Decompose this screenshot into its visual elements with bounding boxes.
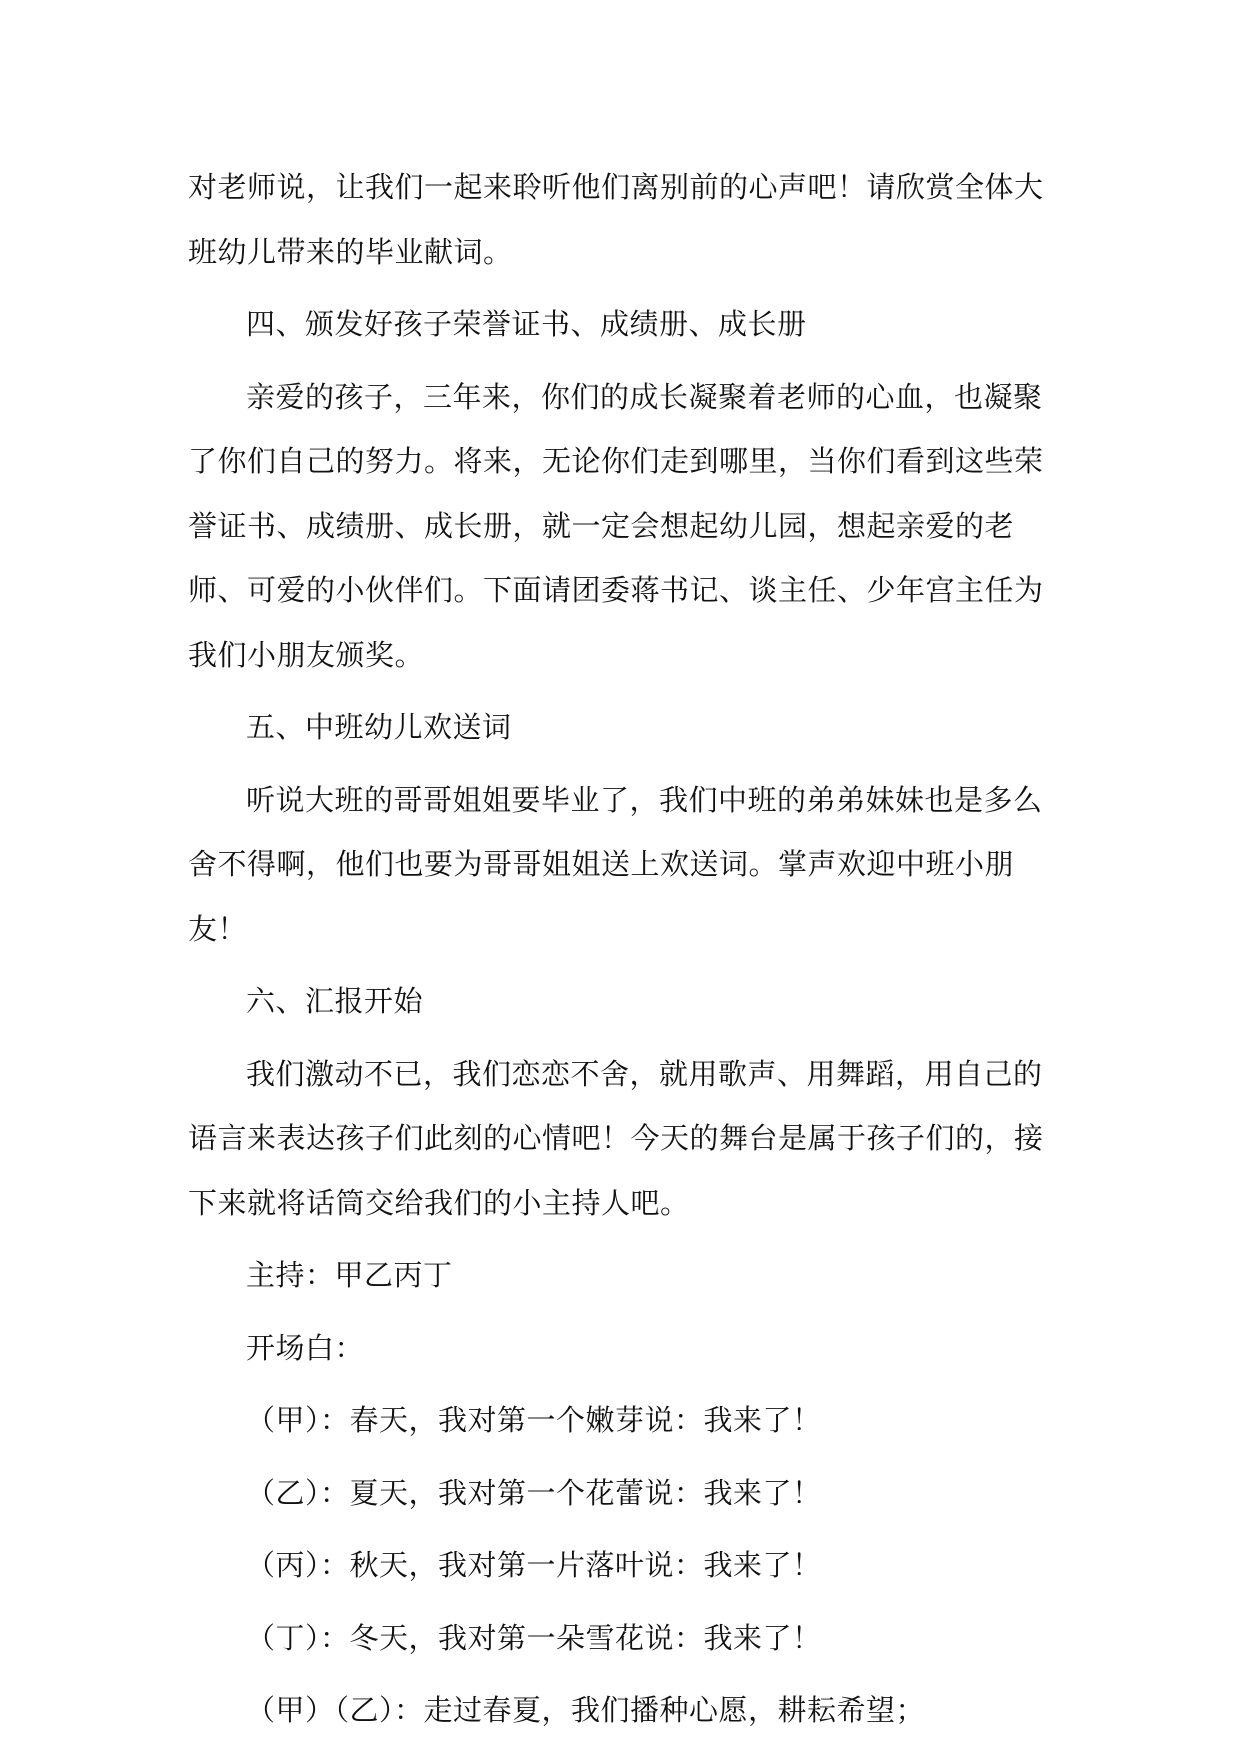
dialogue-line-jia-yi: （甲）（乙）：走过春夏，我们播种心愿，耕耘希望； [246, 1693, 926, 1727]
dialogue-line-yi: （乙）：夏天，我对第一个花蕾说：我来了！ [246, 1475, 822, 1510]
paragraph-farewell: 听说大班的哥哥姐姐要毕业了，我们中班的弟弟妹妹也是多么舍不得啊，他们也要为哥哥姐姐送上欢送词。掌声欢迎中班小朋友！ [188, 782, 1043, 946]
section-heading-4: 四、颁发好孩子荣誉证书、成绩册、成长册 [246, 307, 807, 341]
section-heading-6: 六、汇报开始 [246, 984, 424, 1018]
section-heading-5: 五、中班幼儿欢送词 [246, 710, 512, 744]
dialogue-line-ding: （丁）：冬天，我对第一朵雪花说：我来了！ [246, 1620, 822, 1655]
paragraph-hosts: 主持：甲乙丙丁 [246, 1258, 453, 1292]
paragraph-awards: 亲爱的孩子，三年来，你们的成长凝聚着老师的心血，也凝聚了你们自己的努力。将来，无论你们走到哪里，当你们看到这些荣誉证书、成绩册、成长册，就一定会想起幼儿园，想起亲爱的老师、可爱的小伙伴们。下面请团委蒋书记、谈主任、少年宫主任为我们小朋友颁奖。 [188, 379, 1044, 672]
dialogue-line-bing: （丙）：秋天，我对第一片落叶说：我来了！ [246, 1548, 822, 1582]
paragraph-intro-continued: 对老师说，让我们一起来聆听他们离别前的心声吧！请欣赏全体大班幼儿带来的毕业献词。 [188, 170, 1044, 269]
dialogue-line-jia: （甲）：春天，我对第一个嫩芽说：我来了！ [246, 1403, 822, 1437]
paragraph-performance: 我们激动不已，我们恋恋不舍，就用歌声、用舞蹈，用自己的语言来表达孩子们此刻的心情吧！今天的舞台是属于孩子们的，接下来就将话筒交给我们的小主持人吧。 [188, 1056, 1044, 1220]
paragraph-opening-label: 开场白： [246, 1330, 365, 1365]
document-body [188, 155, 1060, 1751]
